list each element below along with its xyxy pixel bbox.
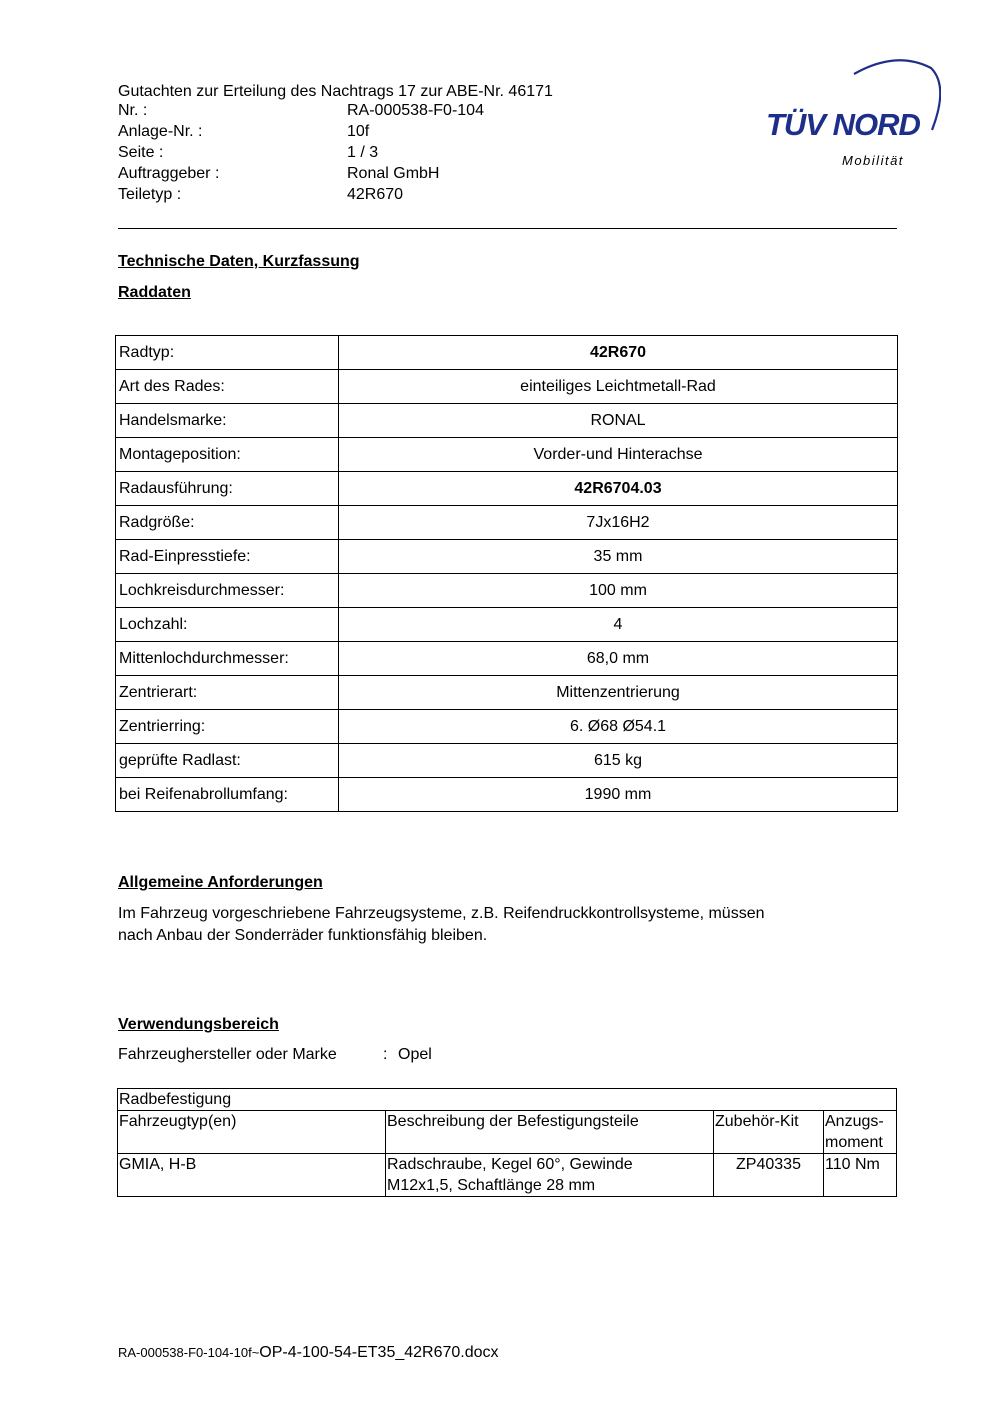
wheel-row-label: geprüfte Radlast: [116, 744, 339, 778]
wheel-row-label: Lochzahl: [116, 608, 339, 642]
section-title-requirements: Allgemeine Anforderungen [118, 874, 323, 891]
table-row [116, 336, 898, 370]
header-field-label: Seite : [118, 144, 164, 161]
wheel-row-label: Handelsmarke: [116, 404, 339, 438]
wheel-row-label: Zentrierring: [116, 710, 339, 744]
table-row [116, 540, 898, 574]
footer-filename: OP-4-100-54-ET35_42R670.docx [259, 1344, 499, 1361]
wheel-row-label: Zentrierart: [116, 676, 339, 710]
requirements-text [118, 903, 898, 947]
fixing-cell-desc [386, 1154, 714, 1197]
footer-small-text: RA-000538-F0-104-10f~ [118, 1345, 260, 1360]
wheel-row-label: Mittenlochdurchmesser: [116, 642, 339, 676]
wheel-row-value: 42R670 [339, 336, 898, 370]
table-row [116, 370, 898, 404]
header-divider [118, 228, 897, 229]
section-title-usage: Verwendungsbereich [118, 1016, 279, 1033]
fixing-header-torque-line: Anzugs- [825, 1113, 884, 1130]
table-row [116, 744, 898, 778]
wheel-row-value: Vorder-und Hinterachse [339, 438, 898, 472]
fixing-header-kit: Zubehör-Kit [714, 1111, 824, 1154]
table-row [116, 676, 898, 710]
wheel-row-value: 42R6704.03 [339, 472, 898, 506]
logo-brand-text: TÜV NORD [766, 107, 920, 142]
wheel-row-label: Radausführung: [116, 472, 339, 506]
wheel-row-value: 100 mm [339, 574, 898, 608]
wheel-row-label: Art des Rades: [116, 370, 339, 404]
table-row [116, 710, 898, 744]
table-row [116, 642, 898, 676]
table-row [116, 404, 898, 438]
wheel-row-value: 6. Ø68 Ø54.1 [339, 710, 898, 744]
wheel-row-label: Radgröße: [116, 506, 339, 540]
fixing-header-type: Fahrzeugtyp(en) [118, 1111, 386, 1154]
header-field-value: Ronal GmbH [347, 165, 440, 182]
wheel-row-label: Montageposition: [116, 438, 339, 472]
wheel-row-value: 615 kg [339, 744, 898, 778]
wheel-row-value: 35 mm [339, 540, 898, 574]
table-row [116, 574, 898, 608]
requirements-text-line: Im Fahrzeug vorgeschriebene Fahrzeugsysteme, z.B. Reifendruckkontrollsysteme, müssen [118, 905, 765, 922]
table-row [116, 778, 898, 812]
table-row [116, 506, 898, 540]
fixing-cell-desc-line: Radschraube, Kegel 60°, Gewinde [387, 1156, 633, 1173]
fixing-cell-kit: ZP40335 [714, 1154, 824, 1197]
wheel-row-label: bei Reifenabrollumfang: [116, 778, 339, 812]
section-title-technical: Technische Daten, Kurzfassung [118, 253, 360, 270]
header-field-label: Teiletyp : [118, 186, 182, 203]
manufacturer-separator: : [383, 1046, 388, 1063]
wheel-row-label: Radtyp: [116, 336, 339, 370]
table-row [116, 608, 898, 642]
footer [118, 1344, 499, 1362]
header-field-value: 42R670 [347, 186, 404, 203]
wheel-row-value: 1990 mm [339, 778, 898, 812]
fixing-header-torque-line: moment [825, 1134, 883, 1151]
fixing-table-caption: Radbefestigung [118, 1089, 897, 1111]
wheel-row-value: 4 [339, 608, 898, 642]
section-subtitle-raddaten: Raddaten [118, 284, 191, 301]
table-row [116, 472, 898, 506]
fixing-header-desc: Beschreibung der Befestigungsteile [386, 1111, 714, 1154]
requirements-text-line: nach Anbau der Sonderräder funktionsfähig bleiben. [118, 927, 488, 944]
tuv-nord-logo [766, 58, 941, 173]
header-field-label: Nr. : [118, 102, 148, 119]
header-field-label: Anlage-Nr. : [118, 123, 203, 140]
fixing-table [117, 1088, 897, 1197]
manufacturer-label: Fahrzeughersteller oder Marke [118, 1046, 337, 1063]
header-field-label: Auftraggeber : [118, 165, 220, 182]
fixing-cell-torque: 110 Nm [824, 1154, 897, 1197]
wheel-row-value: 68,0 mm [339, 642, 898, 676]
table-row [116, 438, 898, 472]
header-field-value: RA-000538-F0-104 [347, 102, 484, 119]
wheel-data-table [115, 335, 898, 812]
wheel-row-value: einteiliges Leichtmetall-Rad [339, 370, 898, 404]
wheel-row-value: RONAL [339, 404, 898, 438]
wheel-row-value: 7Jx16H2 [339, 506, 898, 540]
fixing-header-torque [824, 1111, 897, 1154]
wheel-row-value: Mittenzentrierung [339, 676, 898, 710]
wheel-row-label: Lochkreisdurchmesser: [116, 574, 339, 608]
logo-sub-text: Mobilität [842, 153, 904, 168]
manufacturer-value: Opel [398, 1046, 432, 1063]
header-field-value: 10f [347, 123, 370, 140]
wheel-row-label: Rad-Einpresstiefe: [116, 540, 339, 574]
document-title: Gutachten zur Erteilung des Nachtrags 17 zur ABE-Nr. 46171 [118, 83, 553, 100]
fixing-cell-type: GMIA, H-B [118, 1154, 386, 1197]
header-field-value: 1 / 3 [347, 144, 379, 161]
fixing-cell-desc-line: M12x1,5, Schaftlänge 28 mm [387, 1177, 596, 1194]
